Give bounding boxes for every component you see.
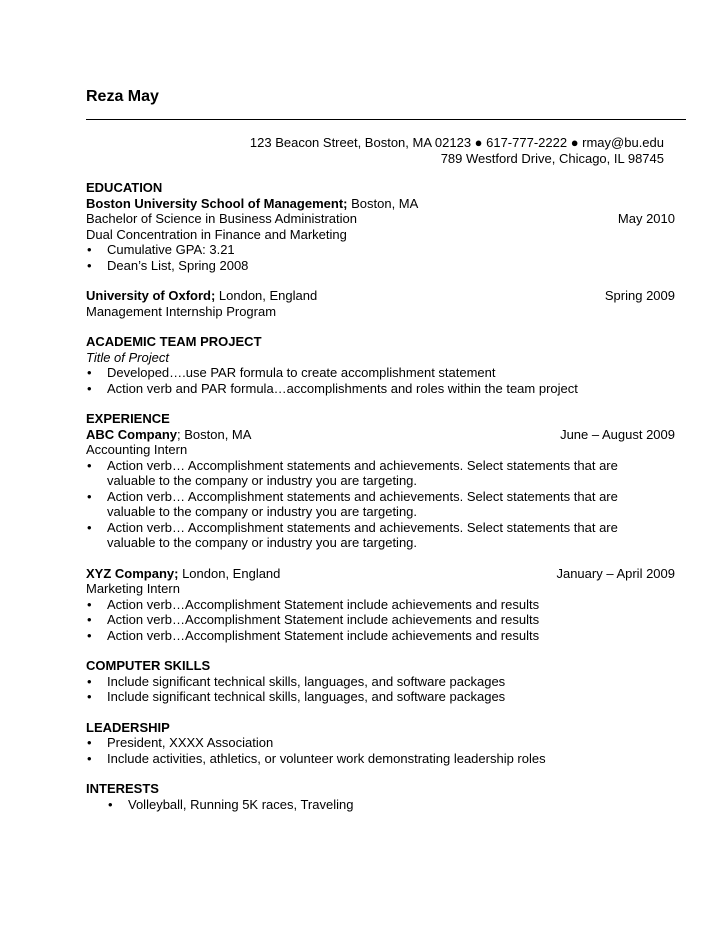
experience-abc-role: Accounting Intern <box>86 442 188 457</box>
section-title-experience: EXPERIENCE <box>86 411 170 426</box>
bullet-line: valuable to the company or industry you are targeting. <box>107 535 418 550</box>
bullet-line: valuable to the company or industry you are targeting. <box>107 504 418 519</box>
experience-abc-location: ; Boston, MA <box>177 426 252 442</box>
team-project-title: Title of Project <box>86 349 169 365</box>
list-item: • Developed….use PAR formula to create accomplishment statement <box>86 365 675 381</box>
bullet-line: • Action verb… Accomplishment statements and achievements. Select statements that are <box>107 457 618 473</box>
education-oxford-heading <box>86 288 675 304</box>
education-oxford-date: Spring 2009 <box>604 288 675 303</box>
list-item: • Include activities, athletics, or volunteer work demonstrating leadership roles <box>86 751 675 767</box>
list-item: • Dean’s List, Spring 2008 <box>86 258 675 274</box>
education-bu-location: Boston, MA <box>347 195 419 211</box>
list-item: • Include significant technical skills, languages, and software packages <box>86 674 675 690</box>
list-item <box>86 520 675 551</box>
experience-abc-date: June – August 2009 <box>560 426 675 442</box>
list-item: • Include significant technical skills, languages, and software packages <box>86 689 675 705</box>
contact-block <box>86 135 664 166</box>
education-bu-bullets <box>86 242 675 273</box>
education-bu-degree-line <box>86 211 675 227</box>
section-title-leadership: LEADERSHIP <box>86 719 170 735</box>
education-oxford-program: Management Internship Program <box>86 303 277 319</box>
experience-xyz-heading <box>86 566 675 582</box>
section-title-interests: INTERESTS <box>86 781 159 796</box>
list-item: • Cumulative GPA: 3.21 <box>86 242 675 258</box>
resume-body <box>86 180 675 812</box>
education-oxford-school: University of Oxford; <box>86 288 216 303</box>
experience-xyz-role: Marketing Intern <box>86 581 180 596</box>
resume-name: Reza May <box>86 88 159 105</box>
header-divider <box>86 119 686 120</box>
list-item: • President, XXXX Association <box>86 735 675 751</box>
experience-abc-bullets <box>86 458 675 551</box>
team-project-bullets <box>86 365 675 396</box>
section-title-team-project: ACADEMIC TEAM PROJECT <box>86 334 262 349</box>
experience-abc-company: ABC Company <box>86 426 178 442</box>
experience-xyz-bullets <box>86 597 675 644</box>
list-item <box>86 458 675 489</box>
computer-skills-bullets <box>86 674 675 705</box>
section-title-computer-skills: COMPUTER SKILLS <box>86 658 211 673</box>
bullet-line: valuable to the company or industry you are targeting. <box>107 473 418 488</box>
section-title-education: EDUCATION <box>86 180 163 195</box>
experience-abc-heading <box>86 427 675 443</box>
interests-bullets <box>86 797 675 813</box>
list-item: • Action verb…Accomplishment Statement include achievements and results <box>86 612 675 628</box>
education-bu-date: May 2010 <box>617 211 675 226</box>
list-item: • Action verb…Accomplishment Statement include achievements and results <box>86 597 675 613</box>
bullet-line: • Action verb… Accomplishment statements and achievements. Select statements that are <box>107 488 618 504</box>
education-bu-heading <box>86 196 675 212</box>
leadership-bullets <box>86 735 675 766</box>
experience-xyz-date: January – April 2009 <box>556 565 675 581</box>
education-bu-school: Boston University School of Management; <box>86 195 348 211</box>
education-oxford-location: London, England <box>215 288 318 303</box>
list-item: • Action verb and PAR formula…accomplishments and roles within the team project <box>86 381 675 397</box>
contact-line-primary: 123 Beacon Street, Boston, MA 02123 ● 617-777-2222 ● rmay@bu.edu <box>249 135 664 150</box>
experience-xyz-company: XYZ Company; <box>86 565 179 581</box>
list-item: • Volleyball, Running 5K races, Traveling <box>86 797 675 813</box>
education-bu-concentration: Dual Concentration in Finance and Marketing <box>86 226 347 242</box>
contact-line-secondary: 789 Westford Drive, Chicago, IL 98745 <box>440 150 664 166</box>
bullet-line: • Action verb… Accomplishment statements and achievements. Select statements that are <box>107 519 618 535</box>
education-bu-degree: Bachelor of Science in Business Administration <box>86 211 357 226</box>
experience-xyz-location: London, England <box>178 565 281 581</box>
list-item: • Action verb…Accomplishment Statement include achievements and results <box>86 628 675 644</box>
list-item <box>86 489 675 520</box>
